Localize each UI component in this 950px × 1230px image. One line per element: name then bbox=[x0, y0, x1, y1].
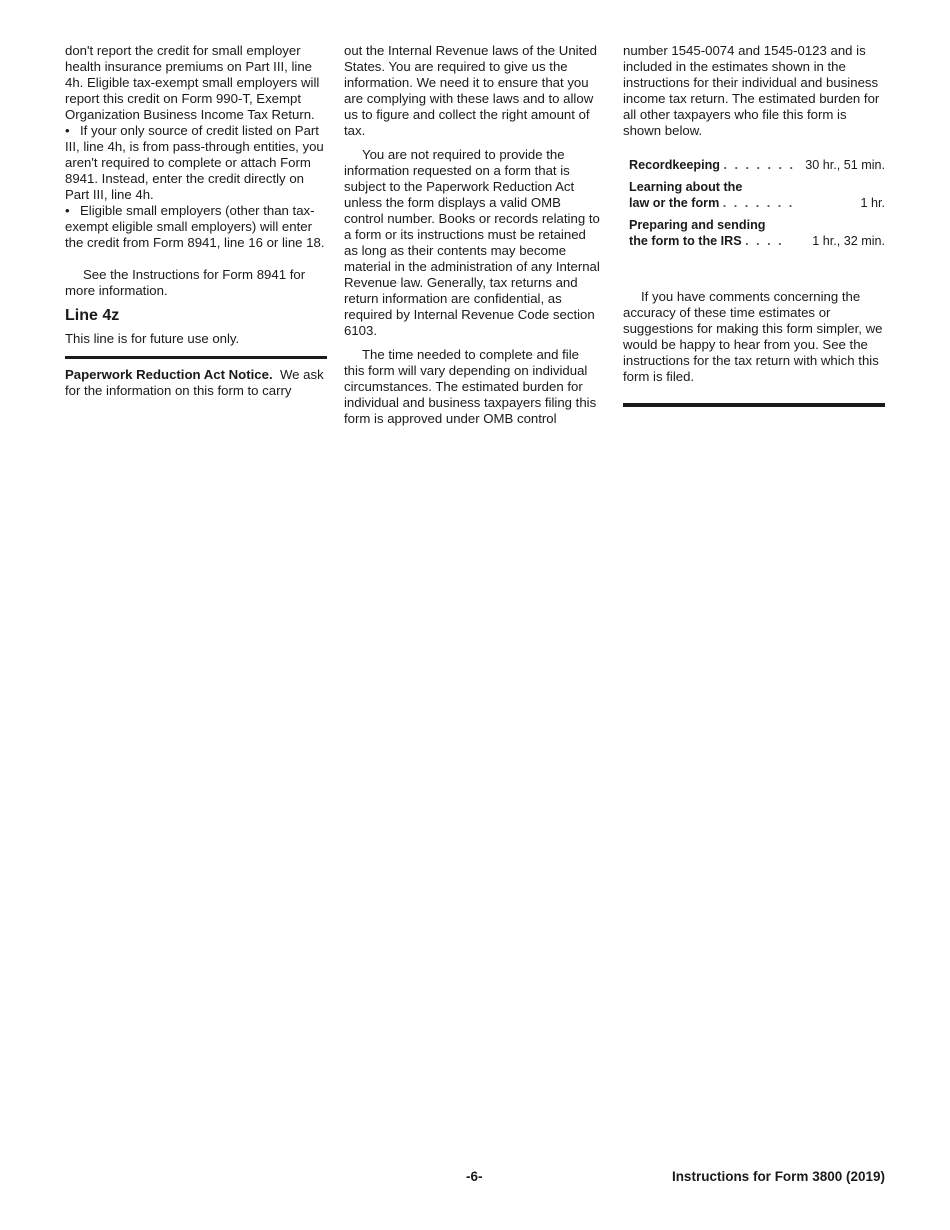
table-label: Recordkeeping . . . . . . . bbox=[629, 158, 795, 172]
bullet-item bbox=[65, 203, 327, 251]
paragraph: See the Instructions for Form 8941 for more information. bbox=[65, 267, 306, 298]
bullet-text: Eligible small employers (other than tax-exempt eligible small employers) will enter the credit from Form 8941, line 16 or line 18. bbox=[65, 203, 325, 250]
pra-text: We ask for the information on this form to carry bbox=[65, 367, 324, 398]
table-label: Learning about the law or the form . . . . . . . bbox=[629, 180, 795, 210]
section-heading: Line 4z bbox=[65, 307, 120, 324]
page-number: -6- bbox=[466, 1169, 483, 1184]
column-right bbox=[623, 43, 885, 407]
paragraph bbox=[65, 367, 327, 399]
bullet-icon: • bbox=[65, 203, 70, 218]
table-label: Preparing and sending the form to the IRS . . . . bbox=[629, 218, 784, 248]
section-divider bbox=[623, 403, 885, 407]
paragraph: If you have comments concerning the accuracy of these time estimates or suggestions for making this form simpler, we would be happy to hear from you. See the instructions for the tax return with which this form is filed. bbox=[623, 289, 883, 384]
paragraph: number 1545-0074 and 1545-0123 and is included in the estimates shown in the instructions for their individual and business income tax return. The estimated burden for all other taxpayers who file this form is shown below. bbox=[623, 43, 880, 138]
table-value: 30 hr., 51 min. bbox=[805, 158, 885, 172]
table-value: 1 hr., 32 min. bbox=[812, 234, 885, 248]
section-divider bbox=[65, 356, 327, 359]
bullet-icon: • bbox=[65, 123, 70, 138]
bullet-item bbox=[65, 123, 327, 203]
table-value: 1 hr. bbox=[860, 196, 885, 210]
column-middle bbox=[344, 43, 602, 427]
paragraph: out the Internal Revenue laws of the United States. You are required to give us the information. We need it to ensure that you are complying with these laws and to allow us to figure and collect the right amount of tax. bbox=[344, 43, 597, 138]
paragraph: The time needed to complete and file this form will vary depending on individual circumstances. The estimated burden for individual and business taxpayers filing this form is approved under OMB control bbox=[344, 347, 597, 426]
table-row bbox=[629, 217, 885, 255]
table-row bbox=[629, 157, 885, 179]
paragraph: don't report the credit for small employer health insurance premiums on Part III, line 4h. Eligible tax-exempt small employers will report this credit on Form 990-T, Exempt Organization Business Income Tax Return. bbox=[65, 43, 320, 122]
table-row bbox=[629, 179, 885, 217]
form-title: Instructions for Form 3800 (2019) bbox=[671, 1169, 885, 1184]
burden-table bbox=[629, 157, 885, 255]
pra-title: Paperwork Reduction Act Notice. bbox=[65, 367, 273, 382]
paragraph: This line is for future use only. bbox=[65, 331, 240, 346]
paragraph: You are not required to provide the information requested on a form that is subject to the Paperwork Reduction Act unless the form displays a valid OMB control number. Books or records relating to a form or its instructions must be retained as long as their contents may become material in the administration of any Internal Revenue law. Generally, tax returns and return information are confidential, as required by Internal Revenue Code section 6103. bbox=[344, 147, 600, 338]
bullet-text: If your only source of credit listed on Part III, line 4h, is from pass-through entities, you aren't required to complete or attach Form 8941. Instead, enter the credit directly on Part III, line 4h. bbox=[65, 123, 324, 202]
column-left bbox=[65, 43, 327, 399]
